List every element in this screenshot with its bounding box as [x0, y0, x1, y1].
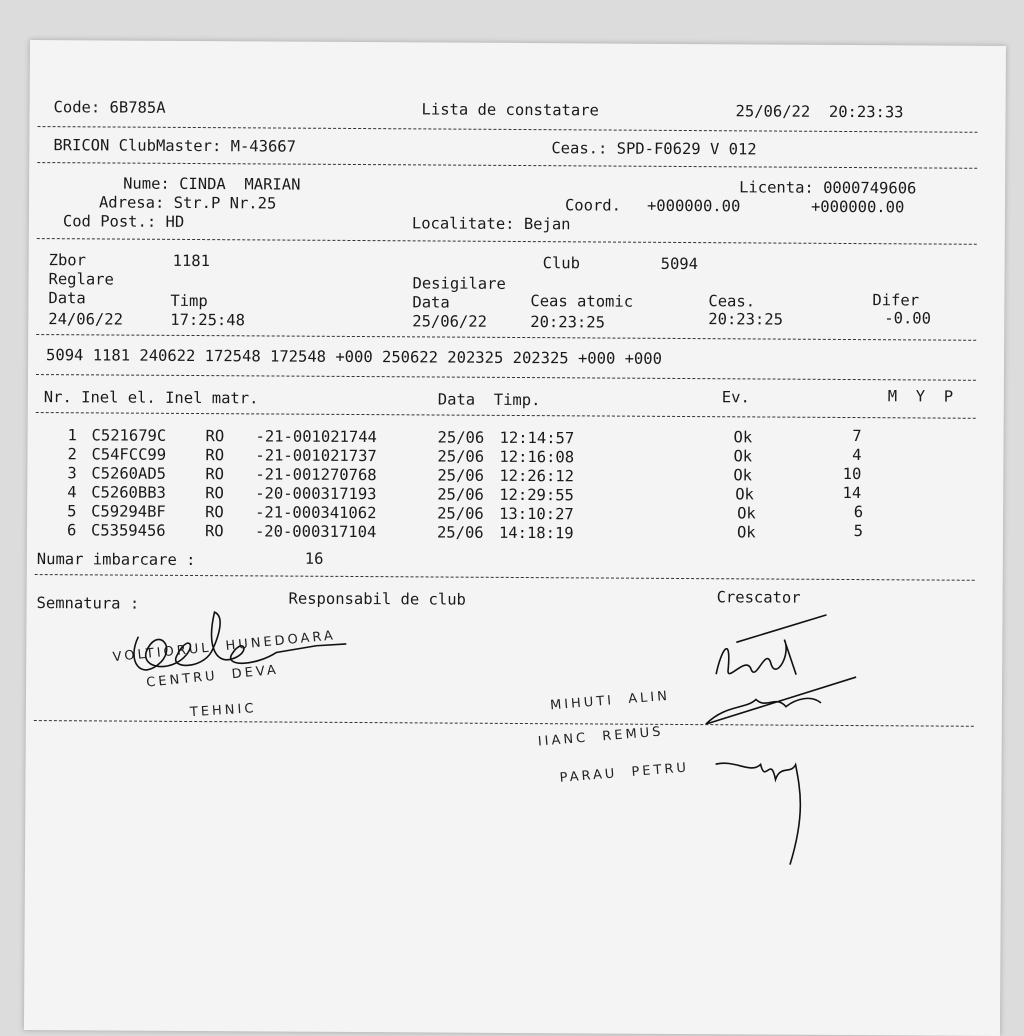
- data2-label: Data: [412, 293, 450, 312]
- row-ring-matr: -20-000317104: [254, 522, 377, 542]
- row-ev: Ok: [735, 485, 754, 504]
- timp-label: Timp: [170, 291, 208, 311]
- table-header-ev: Ev.: [721, 388, 750, 407]
- row-ring-matr: -21-001021744: [255, 427, 377, 447]
- row-date: 25/06: [437, 466, 485, 485]
- row-ro: RO: [205, 446, 225, 465]
- row-m: 14: [842, 483, 862, 503]
- row-ring-el: C5260AD5: [91, 464, 167, 483]
- data-label: Data: [48, 289, 86, 308]
- row-ev: Ok: [733, 428, 753, 447]
- atomic-label: Ceas atomic: [530, 292, 634, 311]
- stamp-line-1: VOLTIORUL HUNEDOARA: [112, 628, 337, 666]
- desigilare-label: Desigilare: [412, 274, 506, 293]
- row-ring-el: C54FCC99: [91, 445, 167, 464]
- code-line: 5094 1181 240622 172548 172548 +000 250622 202325 202325 +000 +000: [46, 346, 663, 368]
- club-responsible-label: Responsabil de club: [288, 589, 466, 609]
- breeder-label: Crescator: [716, 588, 801, 607]
- table-header-myp: M Y P: [887, 387, 954, 406]
- coord-y: +000000.00: [810, 197, 905, 217]
- table-header-left: Nr. Inel el. Inel matr.: [43, 388, 259, 408]
- divider: [36, 334, 976, 341]
- row-ring-matr: -21-001021737: [255, 446, 377, 466]
- atomic-time: 20:23:25: [530, 313, 605, 332]
- divider: [36, 374, 976, 381]
- row-ring-matr: -21-000341062: [255, 503, 377, 523]
- owner-locality: Localitate: Bejan: [411, 214, 571, 234]
- row-nr: 3: [67, 464, 77, 483]
- table-header-date: Data Timp.: [437, 390, 541, 410]
- system-id: BRICON ClubMaster: M-43667: [53, 136, 297, 156]
- divider: [37, 126, 977, 133]
- row-m: 4: [852, 446, 862, 465]
- row-ro: RO: [205, 427, 225, 446]
- row-date: 25/06: [437, 504, 484, 523]
- row-date: 25/06: [437, 428, 485, 447]
- row-ro: RO: [205, 503, 224, 522]
- owner-name: Nume: CINDA MARIAN: [123, 174, 301, 194]
- row-m: 10: [842, 464, 862, 484]
- row-nr: 4: [67, 483, 77, 502]
- row-ev: Ok: [736, 523, 756, 542]
- row-ring-matr: -21-001270768: [255, 465, 377, 485]
- row-m: 7: [852, 427, 862, 446]
- club-label: Club: [542, 254, 581, 273]
- divider: [36, 412, 976, 419]
- row-ro: RO: [205, 465, 225, 484]
- row-time: 12:29:55: [499, 485, 574, 505]
- row-ev: Ok: [737, 504, 756, 523]
- row-ev: Ok: [733, 447, 753, 466]
- stamp-line-2: CENTRU DEVA: [145, 662, 280, 691]
- row-date: 25/06: [437, 485, 484, 504]
- club-signature-icon: [116, 607, 357, 698]
- zbor-value: 1181: [172, 251, 211, 271]
- breeder-name-1: MIHUTI ALIN: [549, 688, 671, 714]
- row-nr: 1: [67, 426, 77, 445]
- clock-id: Ceas.: SPD-F0629 V 012: [551, 139, 757, 159]
- reg-time: 17:25:48: [170, 310, 246, 330]
- row-ring-matr: -20-000317193: [255, 484, 377, 504]
- reglare-label: Reglare: [48, 270, 114, 289]
- coord-x: +000000.00: [646, 196, 741, 216]
- zbor-label: Zbor: [48, 251, 87, 270]
- owner-postcode: Cod Post.: HD: [62, 212, 185, 231]
- breeder-name-2: IIANC REMUS: [537, 724, 665, 750]
- code-label: Code: 6B785A: [53, 98, 166, 117]
- row-nr: 2: [67, 445, 77, 464]
- document-page: [24, 40, 1006, 1036]
- row-m: 5: [853, 522, 864, 541]
- boarding-count: 16: [304, 549, 324, 568]
- row-ring-el: C5260BB3: [91, 483, 166, 502]
- row-date: 25/06: [437, 447, 485, 466]
- boarding-label: Numar imbarcare :: [36, 550, 196, 570]
- print-datetime: 25/06/22 20:23:33: [735, 102, 904, 122]
- breeder-signatures-icon: [675, 614, 877, 875]
- coord-label: Coord.: [564, 196, 622, 215]
- owner-address: Adresa: Str.P Nr.25: [98, 193, 277, 213]
- row-nr: 5: [67, 502, 77, 521]
- row-ro: RO: [204, 522, 224, 541]
- row-ro: RO: [205, 484, 224, 503]
- document-title: Lista de constatare: [421, 100, 599, 120]
- row-m: 6: [853, 503, 864, 522]
- difer-value: -0.00: [884, 309, 932, 328]
- divider: [37, 238, 977, 245]
- row-ring-el: C521679C: [91, 426, 167, 445]
- owner-license: Licenta: 0000749606: [739, 178, 917, 198]
- reg-date: 24/06/22: [48, 310, 124, 329]
- row-time: 12:16:08: [499, 447, 575, 467]
- row-time: 12:26:12: [499, 466, 575, 486]
- stamp-line-3: TEHNIC: [189, 701, 257, 721]
- difer-label: Difer: [872, 291, 920, 310]
- ceas-time: 20:23:25: [708, 310, 784, 329]
- ceas-label: Ceas.: [708, 292, 756, 311]
- divider: [37, 162, 977, 169]
- row-nr: 6: [66, 521, 77, 540]
- club-value: 5094: [660, 254, 699, 274]
- row-date: 25/06: [436, 523, 484, 542]
- breeder-name-3: PARAU PETRU: [559, 760, 690, 786]
- divider: [35, 574, 975, 581]
- row-ring-el: C59294BF: [91, 502, 166, 521]
- des-date: 25/06/22: [412, 312, 487, 331]
- semnatura-label: Semnatura :: [36, 594, 140, 613]
- row-ring-el: C5359456: [90, 521, 166, 540]
- row-time: 13:10:27: [499, 504, 574, 524]
- row-time: 12:14:57: [499, 428, 575, 448]
- row-time: 14:18:19: [498, 523, 574, 543]
- row-ev: Ok: [733, 466, 753, 485]
